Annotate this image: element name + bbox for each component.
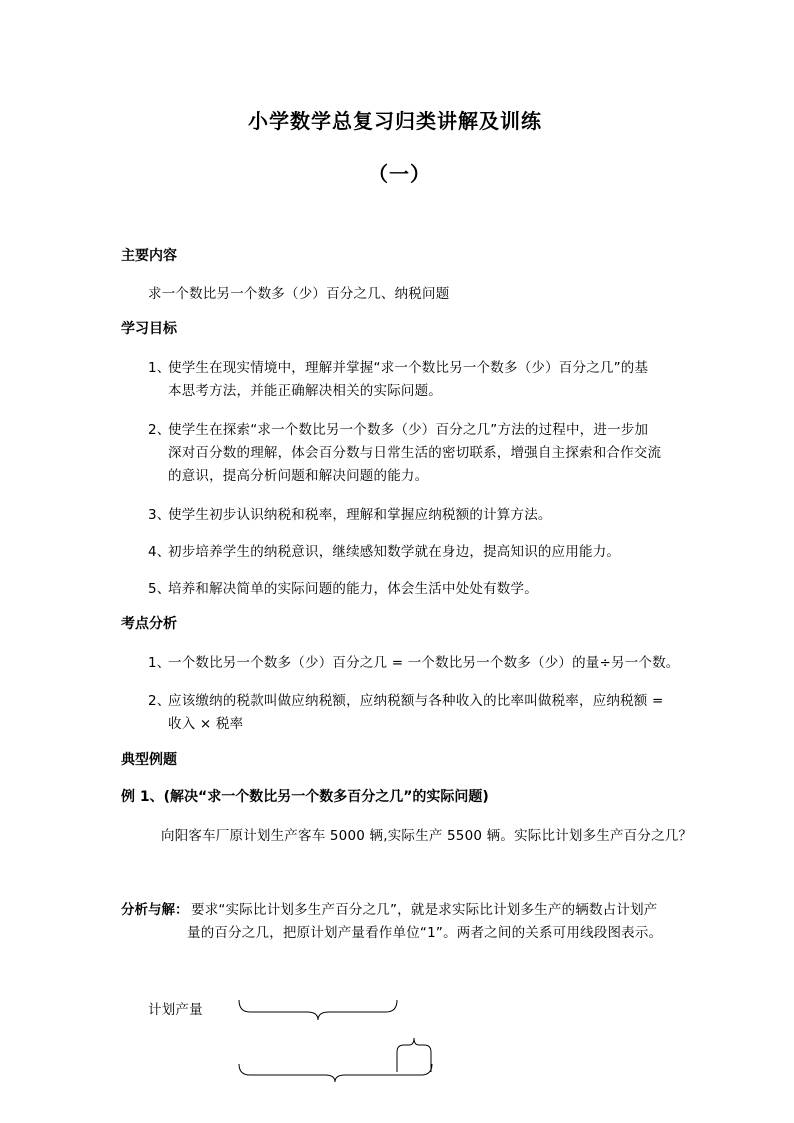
goal-4-line-1: 初步培养学生的纳税意识，继续感知数学就在身边，提高知识的应用能力。 [168, 544, 621, 560]
actual-brace [239, 1064, 432, 1082]
example-1-problem: 向阳客车厂原计划生产客车 5000 辆,实际生产 5500 辆。实际比计划多生产百分之几？ [161, 828, 693, 844]
section-heading-main-content: 主要内容 [121, 248, 177, 264]
goal-2-number: 2、 [148, 422, 171, 438]
section-heading-goals: 学习目标 [121, 321, 177, 337]
main-content-text: 求一个数比另一个数多（少）百分之几、纳税问题 [148, 286, 450, 302]
analysis-1-number: 1、 [148, 655, 171, 671]
goal-2-line-2: 深对百分数的理解，体会百分数与日常生活的密切联系，增强自主探索和合作交流 [168, 445, 662, 461]
analysis-2-line-2: 收入 × 税率 [168, 716, 244, 732]
extra-brace [397, 1038, 431, 1072]
goal-2-line-3: 的意识，提高分析问题和解决问题的能力。 [168, 468, 429, 484]
goal-1-line-2: 本思考方法，并能正确解决相关的实际问题。 [168, 383, 442, 399]
analysis-line-2: 量的百分之几，把原计划产量看作单位“1”。两者之间的关系可用线段图表示。 [187, 925, 663, 941]
planned-brace [239, 1000, 397, 1020]
page-subtitle: （一） [368, 162, 431, 186]
analysis-line-1: 要求“实际比计划多生产百分之几”，就是求实际比计划多生产的辆数占计划产 [191, 902, 658, 918]
goal-2-line-1: 使学生在探索“求一个数比另一个数多（少）百分之几”方法的过程中，进一步加 [168, 422, 649, 438]
goal-1-number: 1、 [148, 360, 171, 376]
goal-4-number: 4、 [148, 544, 171, 560]
goal-1-line-1: 使学生在现实情境中，理解并掌握“求一个数比另一个数多（少）百分之几”的基 [168, 360, 649, 376]
diagram-label-planned: 计划产量 [148, 1002, 203, 1018]
goal-5-number: 5、 [148, 581, 171, 597]
section-heading-examples: 典型例题 [121, 752, 177, 768]
analysis-2-number: 2、 [148, 693, 171, 709]
goal-3-number: 3、 [148, 507, 171, 523]
page-title: 小学数学总复习归类讲解及训练 [248, 109, 542, 133]
section-heading-analysis: 考点分析 [121, 616, 177, 632]
goal-5-line-1: 培养和解决简单的实际问题的能力，体会生活中处处有数学。 [168, 581, 538, 597]
analysis-label: 分析与解： [121, 902, 189, 918]
analysis-1-line-1: 一个数比另一个数多（少）百分之几 = 一个数比另一个数多（少）的量÷另一个数。 [168, 655, 680, 671]
goal-3-line-1: 使学生初步认识纳税和税率，理解和掌握应纳税额的计算方法。 [168, 507, 552, 523]
analysis-2-line-1: 应该缴纳的税款叫做应纳税额，应纳税额与各种收入的比率叫做税率，应纳税额 = [168, 693, 664, 709]
example-1-title: 例 1、(解决“求一个数比另一个数多百分之几”的实际问题) [121, 789, 489, 805]
